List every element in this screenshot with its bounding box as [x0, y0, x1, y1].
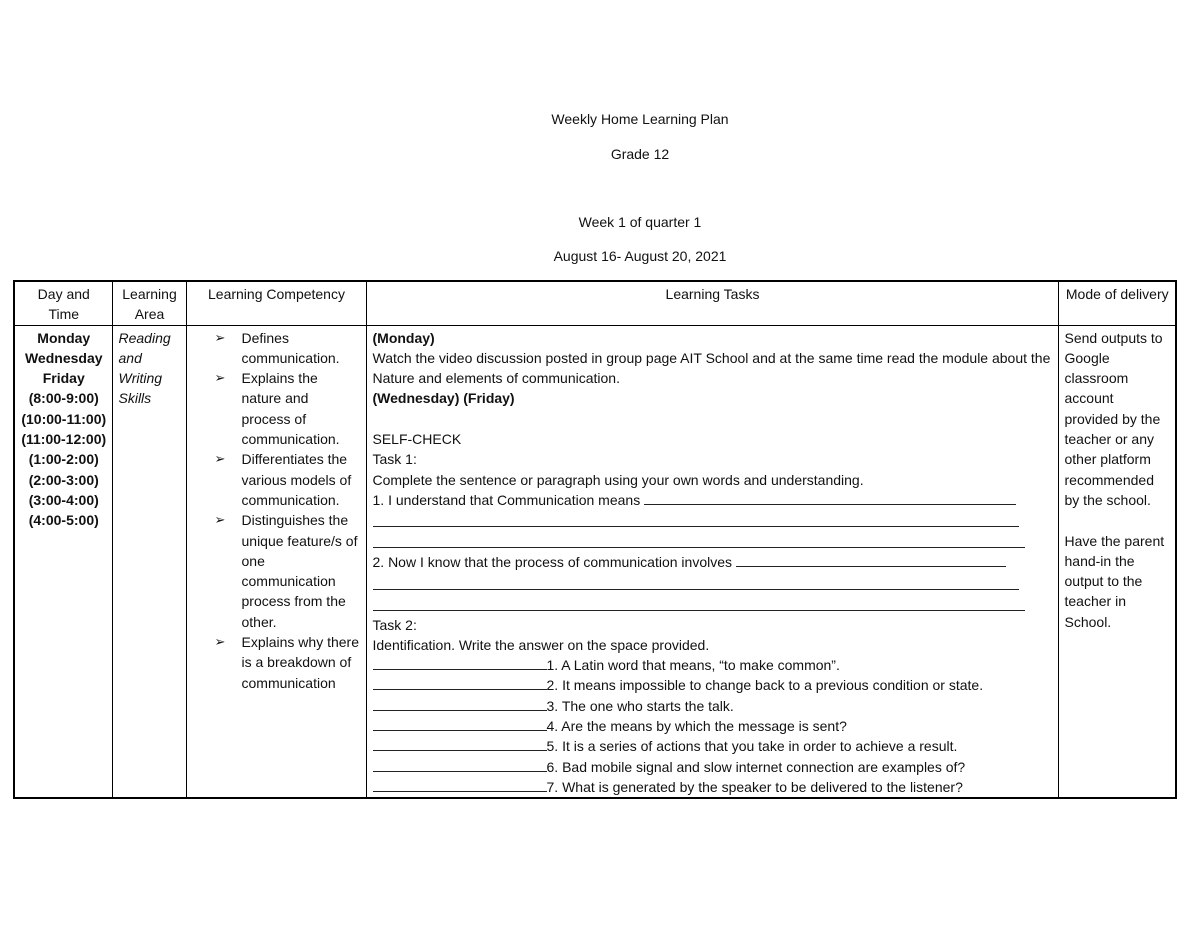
time-slot: (8:00-9:00) [28, 390, 99, 407]
question-1: 1. I understand that Communication means [372, 491, 641, 508]
delivery-option-1: Send outputs to Google classroom account provided by the teacher or any other platform recommended by the school. [1064, 329, 1163, 508]
list-item: 4. Are the means by which the message is sent? [373, 716, 1053, 736]
answer-blank[interactable] [373, 716, 547, 731]
answer-blank[interactable] [373, 675, 547, 690]
competency-cell [186, 325, 366, 798]
col-header-delivery: Mode of delivery [1058, 281, 1176, 325]
list-item: ➢ Distinguishes the unique feature/s of one communication process from the other. [214, 512, 358, 630]
answer-blank[interactable] [373, 655, 547, 670]
learning-tasks-cell [366, 325, 1058, 798]
list-item: ➢ Defines communication. [214, 329, 340, 366]
monday-instructions: Watch the video discussion posted in group page AIT School and at the same time read the module about the Nature and elements of communication. [372, 349, 1051, 387]
day-time-cell [14, 325, 112, 798]
learning-plan-table [13, 280, 1177, 799]
list-item: 5. It is a series of actions that you take in order to achieve a result. [373, 736, 1053, 756]
day-monday: Monday [37, 329, 91, 346]
task1-instructions: Complete the sentence or paragraph using your own words and understanding. [372, 471, 864, 488]
list-item: ➢ Explains the nature and process of communication. [214, 370, 340, 448]
list-item: 1. A Latin word that means, “to make common”. [373, 655, 1053, 675]
learning-area-cell: Reading and Writing Skills [112, 325, 186, 798]
day-friday: Friday [42, 370, 85, 387]
time-slot: (10:00-11:00) [21, 410, 107, 427]
list-item: 2. It means impossible to change back to a previous condition or state. [373, 675, 1053, 695]
task2-instructions: Identification. Write the answer on the space provided. [372, 636, 710, 653]
answer-line[interactable] [644, 490, 1016, 505]
arrow-bullet-icon: ➢ [214, 512, 226, 528]
arrow-bullet-icon: ➢ [214, 370, 226, 386]
col-header-day-time: Day and Time [14, 281, 112, 325]
col-header-competency: Learning Competency [186, 281, 366, 325]
self-check-heading: SELF-CHECK [372, 431, 462, 448]
competency-list [187, 328, 361, 693]
table-row [14, 325, 1176, 798]
day-wednesday: Wednesday [24, 349, 103, 366]
plan-title: Weekly Home Learning Plan [551, 111, 729, 127]
grade-label: Grade 12 [610, 146, 670, 162]
answer-blank[interactable] [373, 736, 547, 751]
list-item: 7. What is generated by the speaker to be delivered to the listener? [373, 777, 1053, 797]
col-header-area: Learning Area [112, 281, 186, 325]
list-item: 6. Bad mobile signal and slow internet connection are examples of? [373, 757, 1053, 777]
list-item: 3. The one who starts the talk. [373, 696, 1053, 716]
date-range: August 16- August 20, 2021 [553, 248, 727, 264]
mode-of-delivery-cell [1058, 325, 1176, 798]
delivery-option-2: Have the parent hand-in the output to the teacher in School. [1064, 532, 1165, 630]
time-slot: (11:00-12:00) [21, 431, 107, 448]
list-item: ➢ Differentiates the various models of communication. [214, 451, 352, 508]
arrow-bullet-icon: ➢ [214, 329, 226, 345]
answer-line[interactable] [373, 531, 1025, 548]
week-label: Week 1 of quarter 1 [578, 214, 702, 230]
col-header-tasks: Learning Tasks [366, 281, 1058, 325]
table-header-row [14, 281, 1176, 325]
answer-blank[interactable] [373, 757, 547, 772]
answer-line[interactable] [373, 510, 1019, 527]
time-slot: (4:00-5:00) [28, 512, 99, 529]
arrow-bullet-icon: ➢ [214, 451, 226, 467]
wednesday-friday-label: (Wednesday) (Friday) [372, 390, 515, 407]
answer-blank[interactable] [373, 777, 547, 792]
answer-blank[interactable] [373, 696, 547, 711]
answer-line[interactable] [373, 594, 1025, 611]
time-slot: (2:00-3:00) [28, 471, 99, 488]
task1-heading: Task 1: [372, 451, 417, 468]
time-slot: (3:00-4:00) [28, 491, 99, 508]
answer-line[interactable] [373, 573, 1019, 590]
question-2: 2. Now I know that the process of communication involves [372, 554, 733, 571]
arrow-bullet-icon: ➢ [214, 634, 226, 650]
time-slot: (1:00-2:00) [28, 451, 99, 468]
monday-label: (Monday) [372, 329, 435, 346]
task2-heading: Task 2: [372, 616, 417, 633]
answer-line[interactable] [736, 552, 1006, 567]
list-item: ➢ Explains why there is a breakdown of communication [214, 634, 360, 691]
